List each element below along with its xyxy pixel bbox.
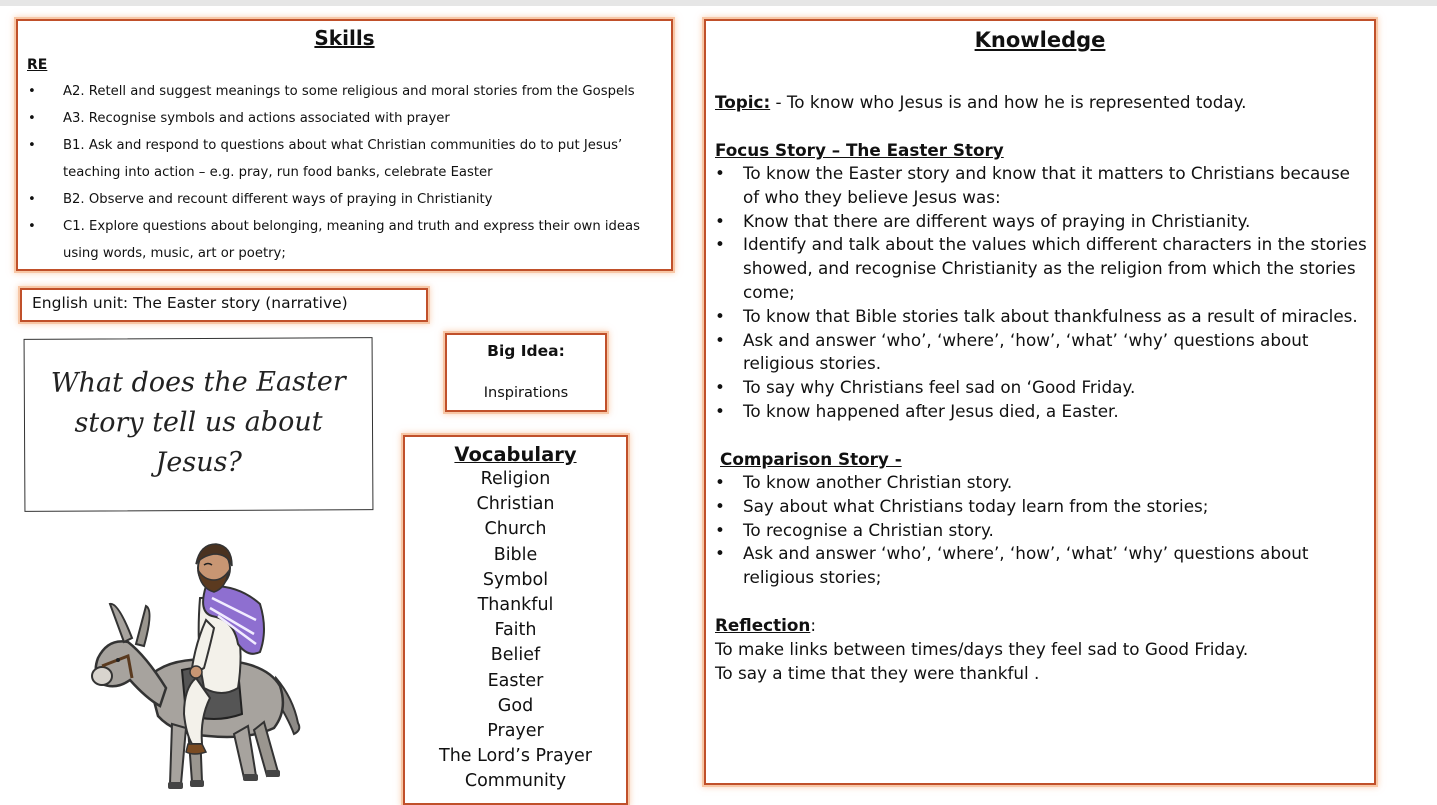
vocab-word: Easter <box>487 670 544 691</box>
vocab-word: Christian <box>476 494 555 515</box>
reflection-colon: : <box>810 615 816 635</box>
reflection-section <box>715 613 1370 685</box>
top-bar <box>0 0 1437 6</box>
english-unit: English unit: The Easter story (narrative) <box>20 288 428 322</box>
re-subheading: RE <box>27 57 48 73</box>
reflection-heading-line <box>715 613 1370 637</box>
skills-title: Skills <box>314 26 375 50</box>
topic-label: Topic: <box>715 92 771 112</box>
topic-text: - To know who Jesus is and how he is represented today. <box>770 92 1247 112</box>
question-box <box>24 337 374 512</box>
comparison-story-list <box>715 471 1370 590</box>
focus-item: • To know that Bible stories talk about thankfulness as a result of miracles. <box>715 305 1370 329</box>
jesus-on-donkey-illustration <box>88 538 308 796</box>
question-line: story tell us about <box>74 406 323 439</box>
comparison-item: • Ask and answer ‘who’, ‘where’, ‘how’, ‘what’ ‘why’ questions about religious stories; <box>715 542 1370 590</box>
big-idea-value: Inspirations <box>483 385 569 401</box>
comparison-item: • To recognise a Christian story. <box>715 519 1370 543</box>
focus-story-section <box>715 138 1370 424</box>
big-idea-heading: Big Idea: <box>487 342 565 360</box>
skill-item: • C1. Explore questions about belonging, meaning and truth and express their own ideas using words, music, art or poetry; <box>18 213 668 267</box>
vocab-word: Bible <box>493 544 538 565</box>
comparison-item: • Say about what Christians today learn from the stories; <box>715 495 1370 519</box>
reflection-line: To say a time that they were thankful . <box>715 663 1040 683</box>
comparison-list-wrap <box>715 471 1370 590</box>
big-idea-box <box>445 333 607 412</box>
vocab-word: Faith <box>494 620 537 641</box>
vocabulary-panel <box>403 435 628 805</box>
vocab-word: Belief <box>490 645 541 666</box>
comparison-story-section <box>720 447 1375 471</box>
focus-story-heading: Focus Story – The Easter Story <box>715 140 1004 160</box>
focus-item: • To say why Christians feel sad on ‘Good Friday. <box>715 376 1370 400</box>
focus-item: • Ask and answer ‘who’, ‘where’, ‘how’, ‘what’ ‘why’ questions about religious stories. <box>715 329 1370 377</box>
reflection-line: To make links between times/days they feel sad to Good Friday. <box>715 639 1249 659</box>
skill-item: • A3. Recognise symbols and actions associated with prayer <box>18 105 668 132</box>
vocab-word: God <box>497 695 534 716</box>
skill-item: • B1. Ask and respond to questions about what Christian communities do to put Jesus’ teaching into action – e.g. pray, run food banks, celebrate Easter <box>18 132 668 186</box>
vocab-word: Community <box>464 771 567 792</box>
skill-item: • B2. Observe and recount different ways of praying in Christianity <box>18 186 668 213</box>
focus-item: • Know that there are different ways of praying in Christianity. <box>715 210 1370 234</box>
vocab-word: Thankful <box>477 595 554 616</box>
vocabulary-title: Vocabulary <box>454 443 577 466</box>
vocab-word: Prayer <box>487 721 544 742</box>
vocab-word: Religion <box>480 469 551 489</box>
vocab-word: The Lord’s Prayer <box>439 746 592 767</box>
focus-item: • To know happened after Jesus died, a Easter. <box>715 400 1370 424</box>
comparison-story-heading: Comparison Story - <box>720 449 902 469</box>
focus-item: • To know the Easter story and know that it matters to Christians because of who they believe Jesus was: <box>715 162 1370 210</box>
vocab-word: Symbol <box>482 569 549 590</box>
reflection-heading: Reflection <box>715 615 811 635</box>
skill-item: • A2. Retell and suggest meanings to some religious and moral stories from the Gospels <box>18 78 668 105</box>
topic-line <box>715 90 1370 114</box>
vocabulary-list <box>405 467 626 795</box>
focus-story-list <box>715 162 1370 424</box>
focus-item: • Identify and talk about the values which different characters in the stories showed, and recognise Christianity as the religion from which the stories come; <box>715 233 1370 304</box>
skills-list <box>18 78 668 267</box>
question-line: What does the Easter <box>50 366 346 399</box>
question-line: Jesus? <box>155 446 242 479</box>
vocab-word: Church <box>484 519 547 540</box>
knowledge-panel <box>704 19 1376 785</box>
comparison-item: • To know another Christian story. <box>715 471 1370 495</box>
skills-panel <box>16 19 673 271</box>
knowledge-title: Knowledge <box>974 28 1106 52</box>
